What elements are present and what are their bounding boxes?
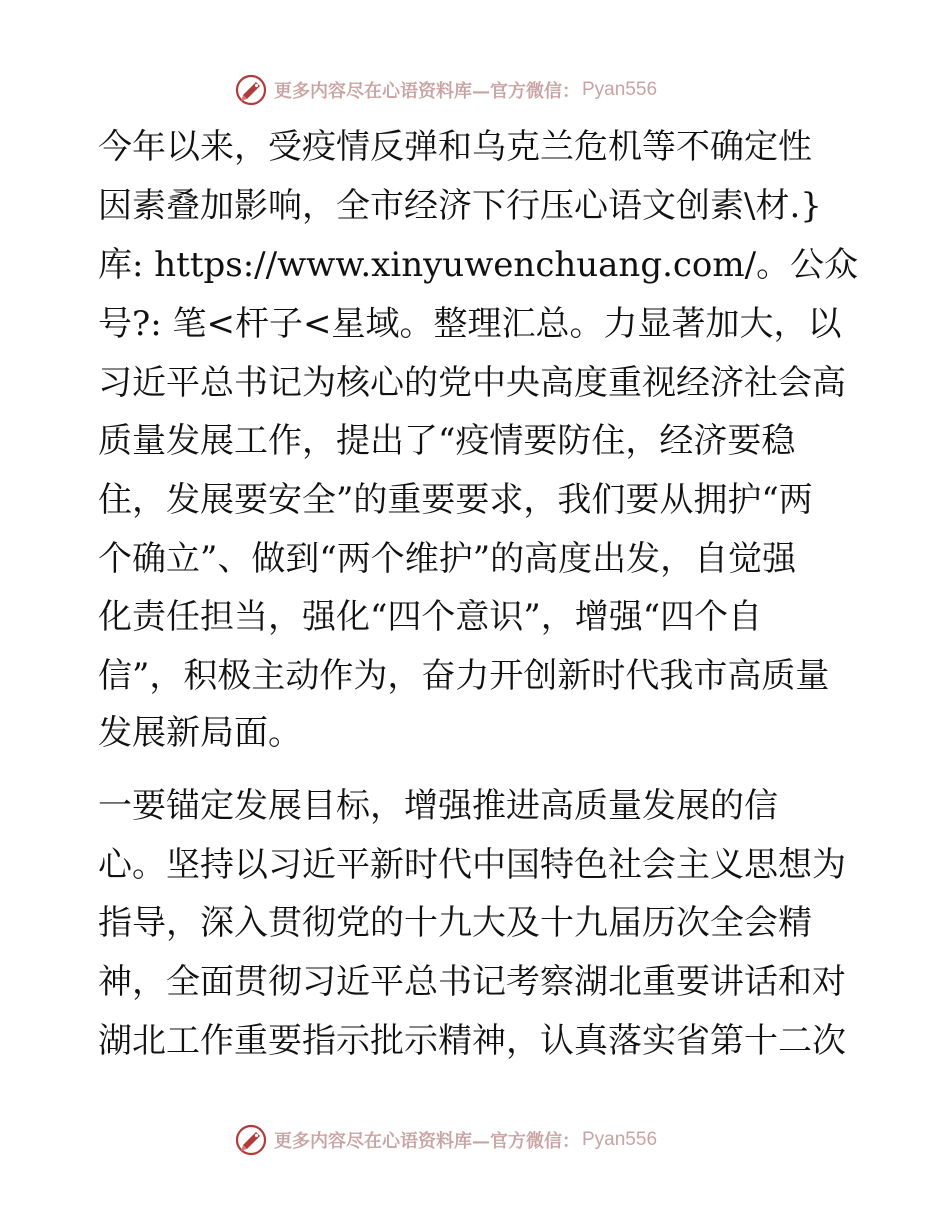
body-line: 发展新局面。 bbox=[98, 713, 302, 753]
footer-watermark-id: Pyan556 bbox=[582, 1129, 658, 1150]
footer-watermark-text: 更多内容尽在心语资料库—官方微信： bbox=[274, 1131, 580, 1152]
footer-watermark bbox=[234, 1123, 657, 1157]
header-watermark-text: 更多内容尽在心语资料库—官方微信： bbox=[274, 81, 580, 102]
body-line: 信”，积极主动作为，奋力开创新时代我市高质量 bbox=[98, 656, 830, 696]
header-watermark bbox=[234, 73, 657, 107]
pen-nib-logo-icon bbox=[234, 73, 268, 107]
body-line: 一要锚定发展目标，增强推进高质量发展的信 bbox=[98, 786, 778, 826]
body-line: 质量发展工作，提出了“疫情要防住，经济要稳 bbox=[98, 421, 796, 461]
body-line: 湖北工作重要指示批示精神，认真落实省第十二次 bbox=[98, 1021, 846, 1061]
body-line: 因素叠加影响，全市经济下行压心语文创素\材.} bbox=[98, 186, 822, 226]
header-watermark-id: Pyan556 bbox=[582, 79, 658, 100]
body-line: 今年以来，受疫情反弹和乌克兰危机等不确定性 bbox=[98, 127, 812, 167]
body-line: 心。坚持以习近平新时代中国特色社会主义思想为 bbox=[98, 845, 846, 885]
body-line: 住，发展要安全”的重要要求，我们要从拥护“两 bbox=[98, 480, 813, 520]
body-line: 库: https://www.xinyuwenchuang.com/。公众 bbox=[98, 245, 859, 285]
body-line: 号?: 笔<杆子<星域。整理汇总。力显著加大，以 bbox=[98, 304, 842, 344]
body-line: 神，全面贯彻习近平总书记考察湖北重要讲话和对 bbox=[98, 962, 846, 1002]
body-line: 指导，深入贯彻党的十九大及十九届历次全会精 bbox=[98, 903, 812, 943]
body-line: 个确立”、做到“两个维护”的高度出发，自觉强 bbox=[98, 539, 797, 579]
pen-nib-logo-icon bbox=[234, 1123, 268, 1157]
body-line: 化责任担当，强化“四个意识”，增强“四个自 bbox=[98, 597, 763, 637]
body-line: 习近平总书记为核心的党中央高度重视经济社会高 bbox=[98, 363, 846, 403]
